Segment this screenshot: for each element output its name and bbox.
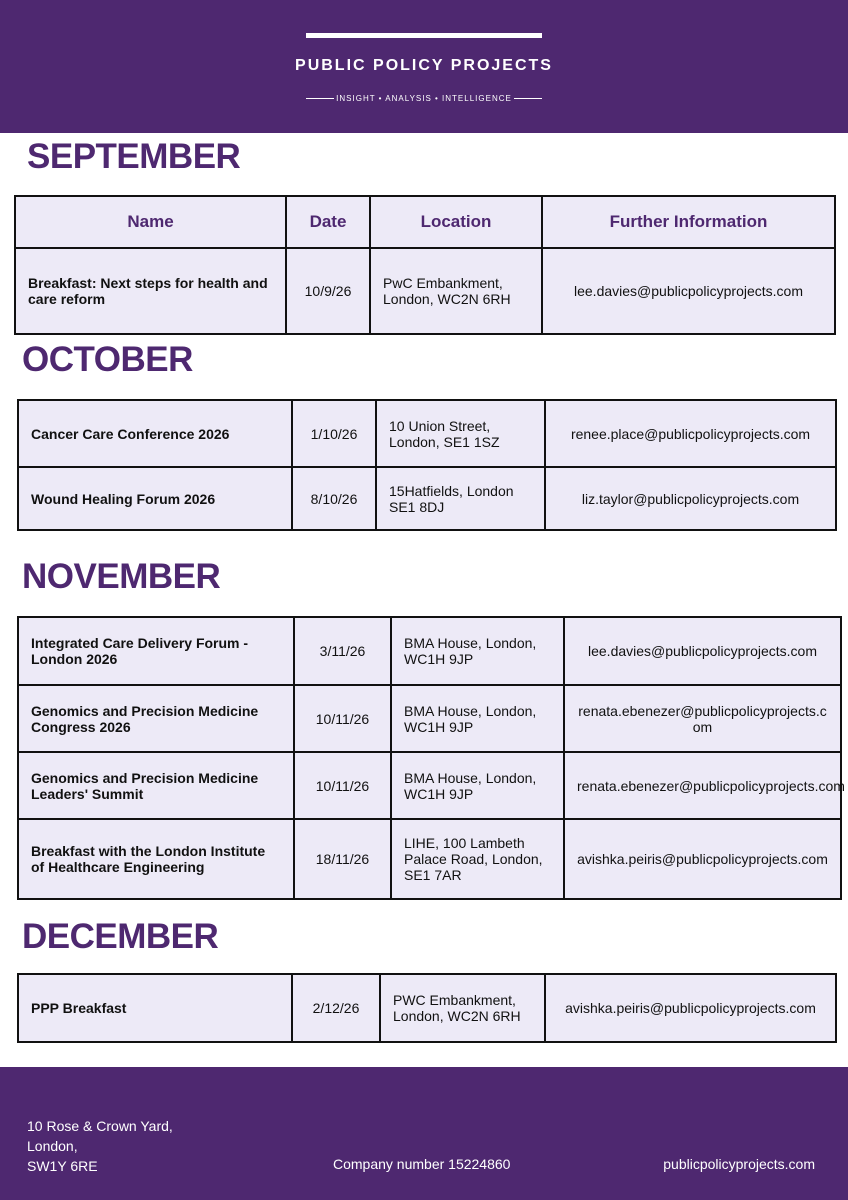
- address-line: London,: [27, 1138, 78, 1154]
- tagline-left-rule: [306, 98, 334, 99]
- month-heading-november: NOVEMBER: [22, 557, 221, 596]
- events-table-october: [17, 399, 837, 531]
- event-name: Wound Healing Forum 2026: [18, 467, 292, 530]
- logo-tagline: INSIGHT • ANALYSIS • INTELLIGENCE: [336, 93, 512, 103]
- event-name: Cancer Care Conference 2026: [18, 400, 292, 467]
- event-name: Genomics and Precision Medicine Congress 2026: [18, 685, 294, 752]
- events-table-september: [14, 195, 836, 335]
- event-date: 10/11/26: [294, 752, 391, 819]
- event-date: 1/10/26: [292, 400, 376, 467]
- event-contact-email[interactable]: lee.davies@publicpolicyprojects.com: [564, 617, 841, 685]
- event-contact-email[interactable]: avishka.peiris@publicpolicyprojects.com: [545, 974, 836, 1042]
- column-header-name: Name: [15, 196, 286, 248]
- event-contact-email[interactable]: liz.taylor@publicpolicyprojects.com: [545, 467, 836, 530]
- table-row: [18, 467, 836, 530]
- address-line: SW1Y 6RE: [27, 1158, 98, 1174]
- event-location: 10 Union Street, London, SE1 1SZ: [376, 400, 545, 467]
- event-contact-email[interactable]: renata.ebenezer@publicpolicyprojects.com: [564, 685, 841, 752]
- event-date: 10/11/26: [294, 685, 391, 752]
- company-number: Company number 15224860: [333, 1156, 511, 1172]
- column-header-location: Location: [370, 196, 542, 248]
- column-header-info: Further Information: [542, 196, 835, 248]
- event-name: Genomics and Precision Medicine Leaders' Summit: [18, 752, 294, 819]
- event-location: LIHE, 100 Lambeth Palace Road, London, SE1 7AR: [391, 819, 564, 899]
- event-date: 18/11/26: [294, 819, 391, 899]
- column-header-date: Date: [286, 196, 370, 248]
- event-contact-email[interactable]: renee.place@publicpolicyprojects.com: [545, 400, 836, 467]
- logo-title: PUBLIC POLICY PROJECTS: [295, 57, 553, 74]
- logo-tagline-row: [306, 92, 542, 104]
- page-footer: [0, 1067, 848, 1200]
- event-name: Breakfast with the London Institute of Healthcare Engineering: [18, 819, 294, 899]
- event-location: BMA House, London, WC1H 9JP: [391, 752, 564, 819]
- events-table-december: [17, 973, 837, 1043]
- page-header: [0, 0, 848, 133]
- event-name: PPP Breakfast: [18, 974, 292, 1042]
- event-location: PWC Embankment, London, WC2N 6RH: [380, 974, 545, 1042]
- tagline-right-rule: [514, 98, 542, 99]
- address-line: 10 Rose & Crown Yard,: [27, 1118, 173, 1134]
- month-heading-december: DECEMBER: [22, 917, 219, 956]
- table-row: [18, 685, 841, 752]
- table-row: [18, 819, 841, 899]
- table-row: [15, 248, 835, 334]
- event-date: 3/11/26: [294, 617, 391, 685]
- event-name: Integrated Care Delivery Forum - London 2026: [18, 617, 294, 685]
- table-row: [18, 752, 841, 819]
- table-header-row: [15, 196, 835, 248]
- events-table-november: [17, 616, 845, 900]
- event-date: 8/10/26: [292, 467, 376, 530]
- event-contact-email[interactable]: avishka.peiris@publicpolicyprojects.com: [564, 819, 841, 899]
- logo-bar: [306, 33, 542, 38]
- event-date: 2/12/26: [292, 974, 380, 1042]
- event-location: 15Hatfields, London SE1 8DJ: [376, 467, 545, 530]
- event-date: 10/9/26: [286, 248, 370, 334]
- event-location: BMA House, London, WC1H 9JP: [391, 685, 564, 752]
- website-link[interactable]: publicpolicyprojects.com: [663, 1156, 815, 1172]
- event-location: BMA House, London, WC1H 9JP: [391, 617, 564, 685]
- table-row: [18, 617, 841, 685]
- table-row: [18, 974, 836, 1042]
- event-location: PwC Embankment, London, WC2N 6RH: [370, 248, 542, 334]
- month-heading-september: SEPTEMBER: [27, 137, 241, 176]
- table-row: [18, 400, 836, 467]
- footer-address: [27, 1116, 173, 1176]
- event-contact-email[interactable]: renata.ebenezer@publicpolicyprojects.com: [564, 752, 841, 819]
- event-name: Breakfast: Next steps for health and care reform: [15, 248, 286, 334]
- month-heading-october: OCTOBER: [22, 340, 193, 379]
- event-contact-email[interactable]: lee.davies@publicpolicyprojects.com: [542, 248, 835, 334]
